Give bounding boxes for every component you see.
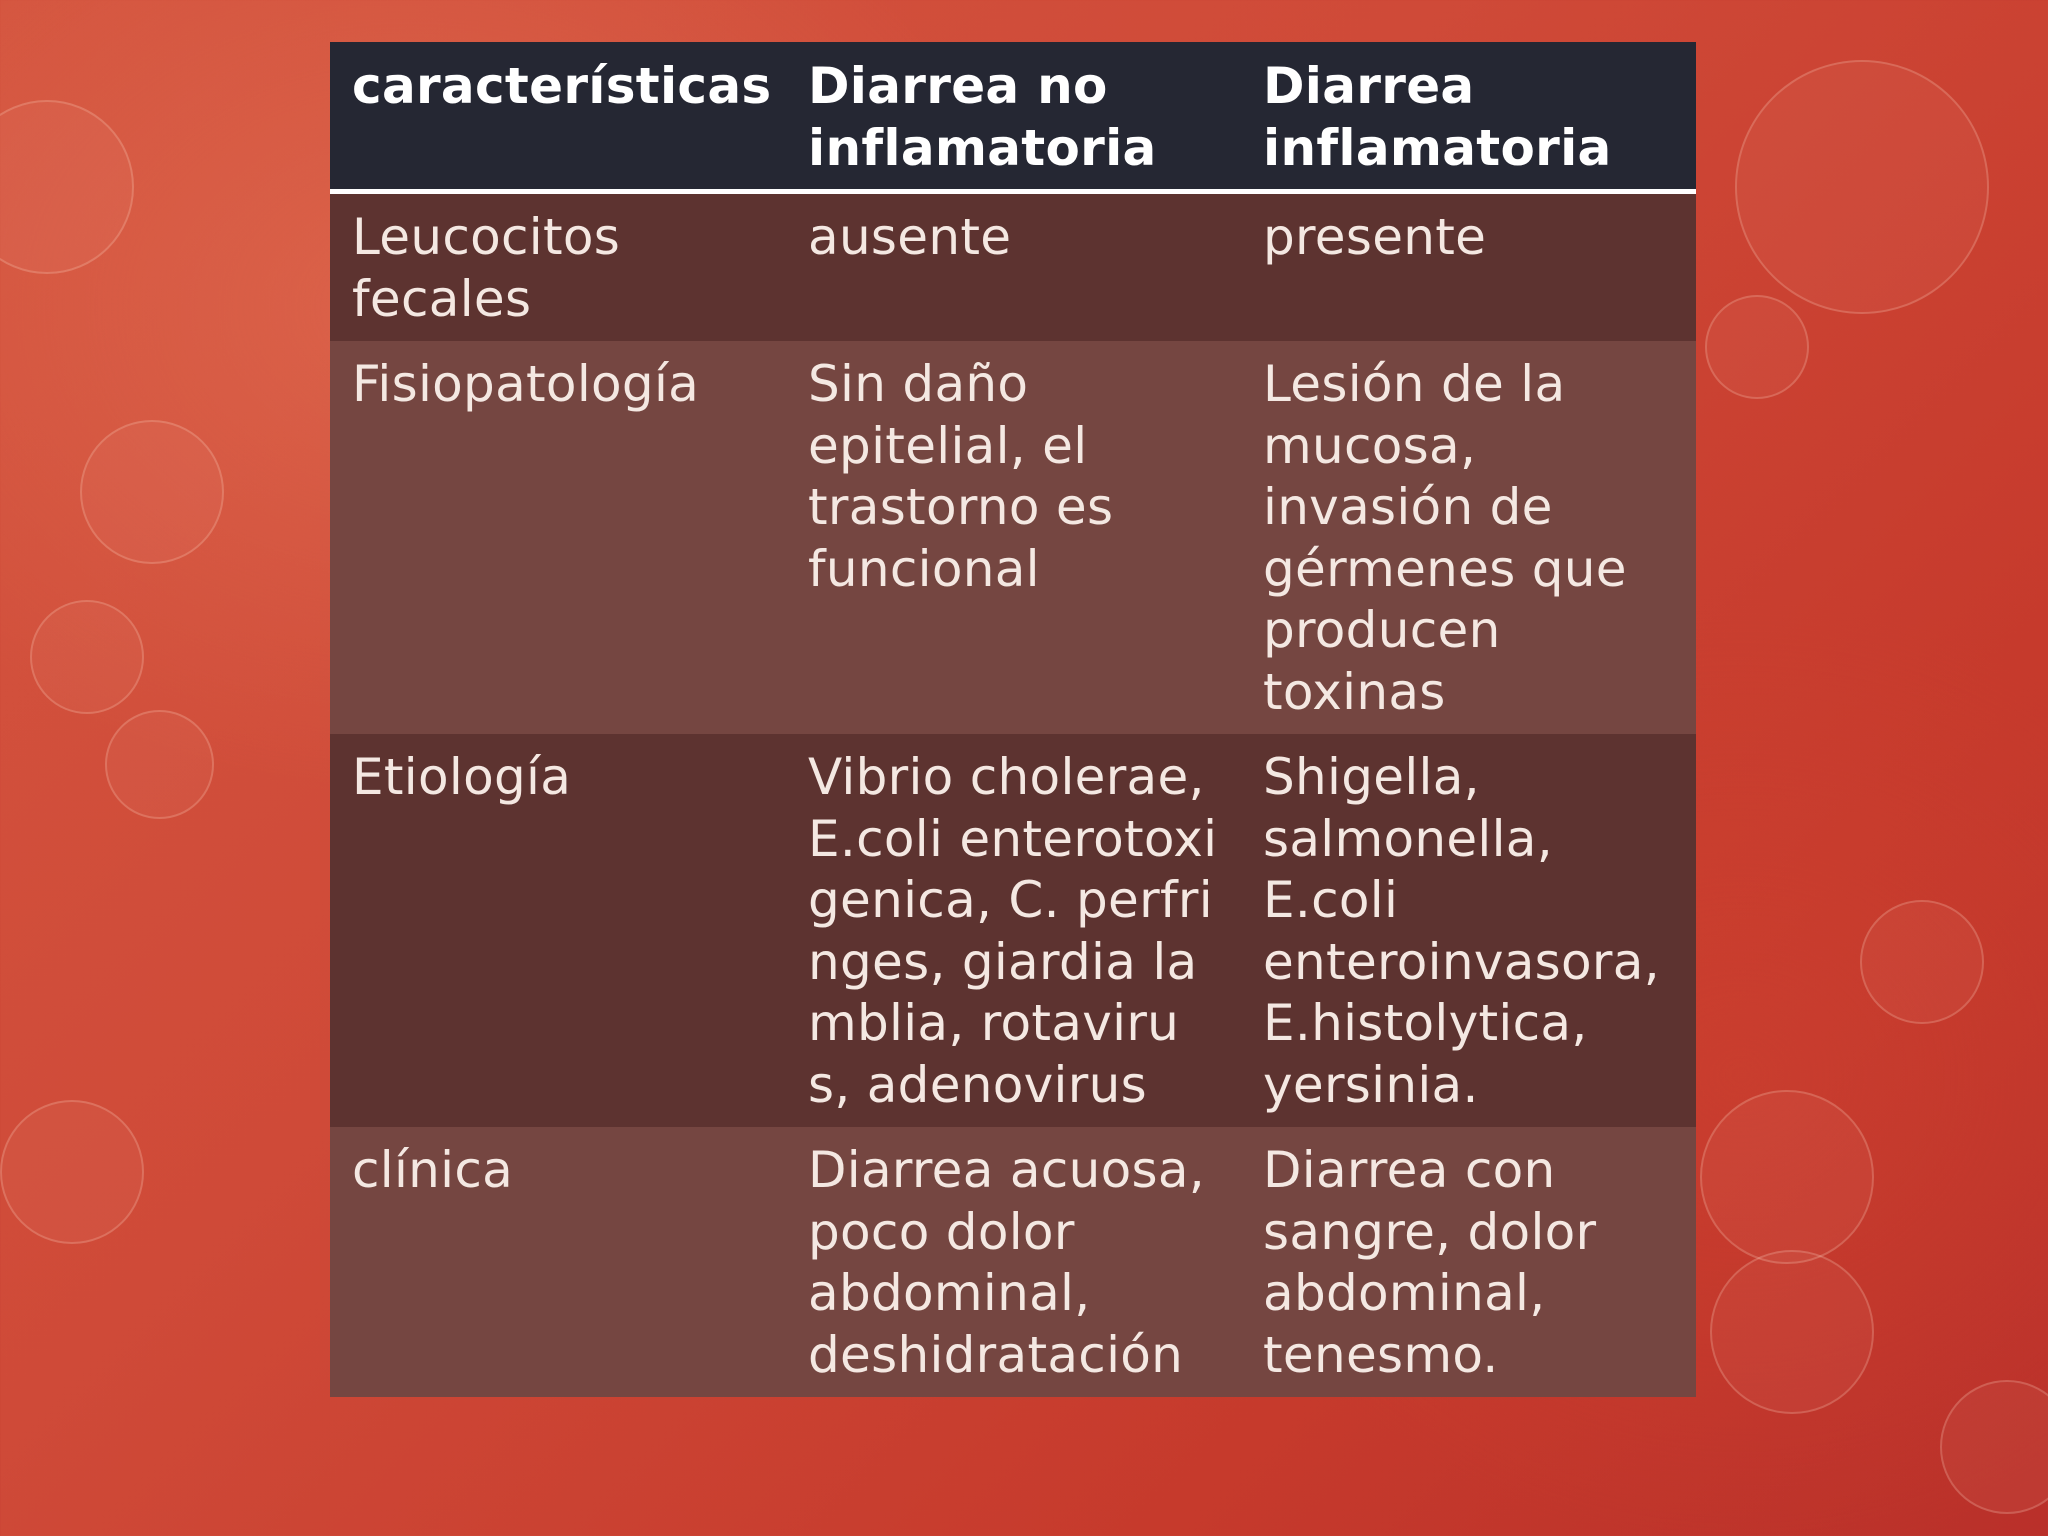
bokeh-circle	[1735, 60, 1989, 314]
non-inflammatory-cell: Sin daño epitelial, el trastorno es funcional	[808, 355, 1114, 598]
bokeh-circle	[1860, 900, 1984, 1024]
table-row	[330, 192, 1696, 342]
inflammatory-cell: Shigella, salmonella, E.coli enteroinvasora, E.histolytica, yersinia.	[1263, 748, 1660, 1114]
header-characteristics: características	[330, 42, 786, 192]
bokeh-circle	[105, 710, 214, 819]
bokeh-circle	[0, 1100, 144, 1244]
feature-cell: Etiología	[352, 748, 572, 806]
table-row	[330, 341, 1696, 734]
feature-cell: Leucocitos fecales	[352, 208, 621, 328]
bokeh-circle	[80, 420, 224, 564]
diarrhea-comparison-table	[330, 42, 1696, 1397]
bokeh-circle	[30, 600, 144, 714]
header-inflammatory: Diarrea inflamatoria	[1241, 42, 1696, 192]
non-inflammatory-cell: ausente	[808, 208, 1012, 266]
comparison-table-container	[330, 42, 1696, 1397]
bokeh-circle	[1710, 1250, 1874, 1414]
table-body	[330, 192, 1696, 1398]
non-inflammatory-cell: Vibrio cholerae, E.coli enterotoxigenica, C. perfringes, giardia lamblia, rotavirus, adenovirus	[808, 748, 1218, 1114]
feature-cell: Fisiopatología	[352, 355, 700, 413]
table-row	[330, 1127, 1696, 1397]
header-row	[330, 42, 1696, 192]
feature-cell: clínica	[352, 1141, 514, 1199]
table-header	[330, 42, 1696, 192]
bokeh-circle	[1940, 1380, 2048, 1514]
inflammatory-cell: Diarrea con sangre, dolor abdominal, tenesmo.	[1263, 1141, 1597, 1384]
header-non-inflammatory: Diarrea no inflamatoria	[786, 42, 1241, 192]
bokeh-circle	[0, 100, 134, 274]
table-row	[330, 734, 1696, 1127]
bokeh-circle	[1700, 1090, 1874, 1264]
inflammatory-cell: Lesión de la mucosa, invasión de gérmenes que producen toxinas	[1263, 355, 1627, 721]
bokeh-circle	[1705, 295, 1809, 399]
non-inflammatory-cell: Diarrea acuosa, poco dolor abdominal, deshidratación	[808, 1141, 1205, 1384]
inflammatory-cell: presente	[1263, 208, 1487, 266]
